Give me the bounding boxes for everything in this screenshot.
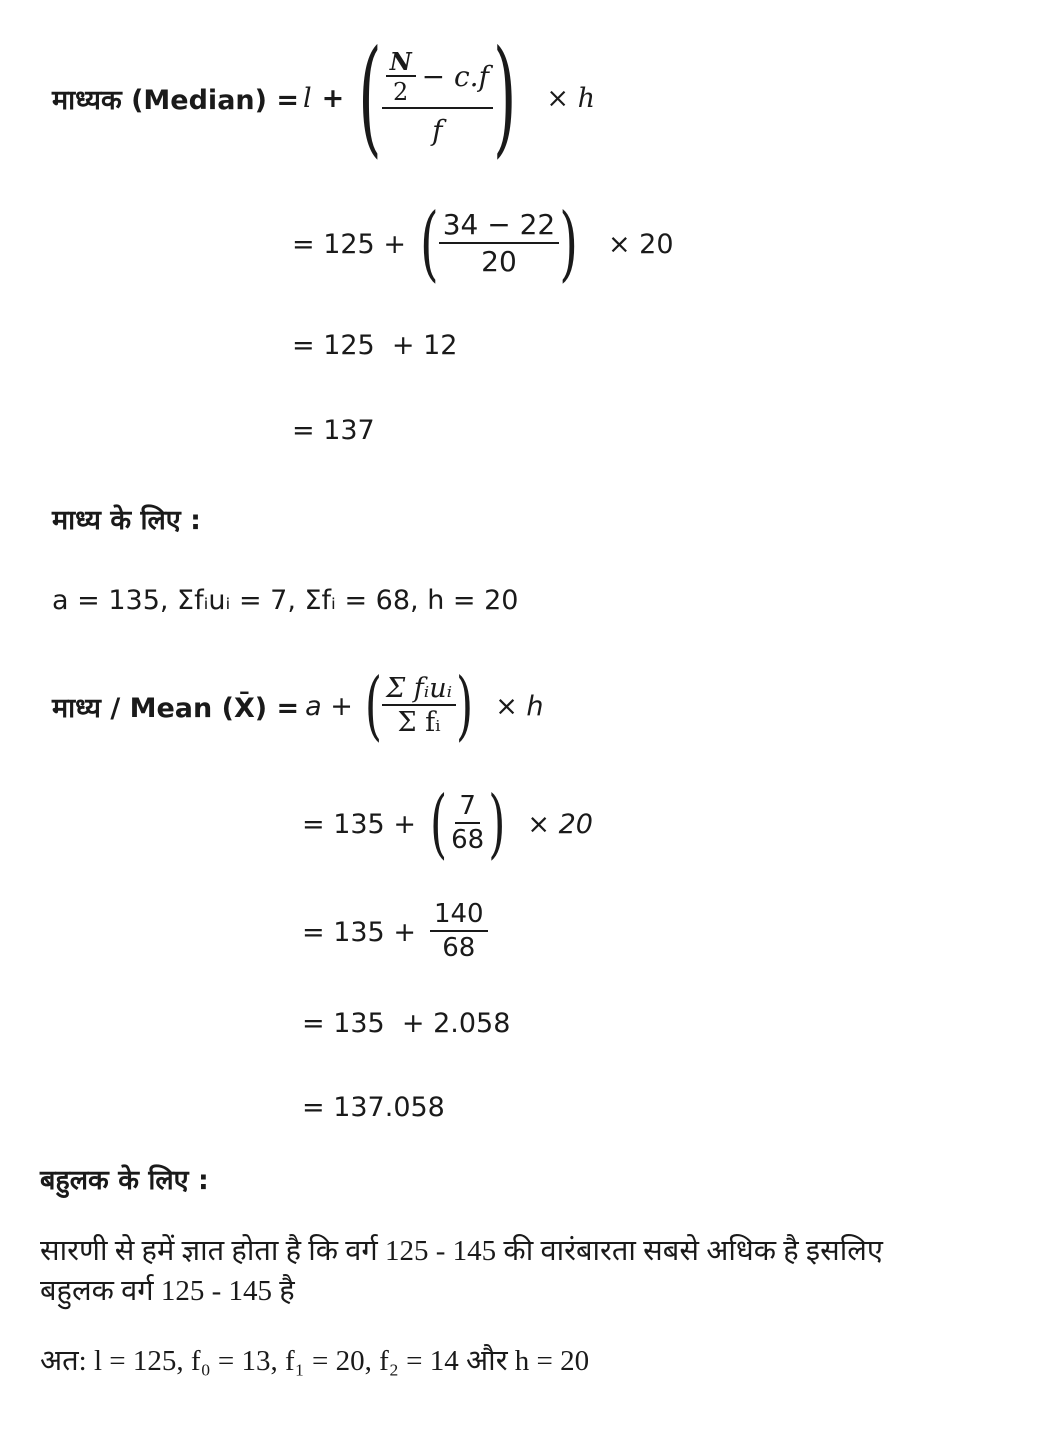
mean-main-fraction — [382, 673, 456, 740]
median-step1-fraction — [439, 209, 560, 278]
mean-step1-denominator: 68 — [451, 824, 485, 855]
right-paren: ) — [559, 196, 578, 292]
median-step-1 — [292, 198, 674, 290]
n-symbol: N — [386, 48, 416, 78]
right-paren: ) — [492, 24, 517, 172]
mean-formula — [52, 662, 544, 750]
mean-numerator: Σ fᵢuᵢ — [382, 673, 456, 706]
mean-step1-suffix: × 20 — [527, 808, 593, 840]
median-formula — [52, 24, 595, 172]
mode-paragraph-line-1: सारणी से हमें ज्ञात होता है कि वर्ग 125 - 145 की वारंबारता सबसे अधिक है इसलिए — [40, 1235, 883, 1267]
mean-step1-fraction — [447, 792, 488, 856]
median-numerator — [382, 48, 493, 110]
mean-heading: माध्य के लिए : — [52, 505, 201, 536]
mean-a-plus: a + — [305, 690, 353, 722]
mean-step2-prefix: = 135 + — [302, 916, 416, 948]
mean-step-3: = 135 + 2.058 — [302, 1008, 511, 1039]
left-paren: ( — [364, 662, 383, 750]
left-paren: ( — [419, 196, 439, 292]
median-denominator: f — [432, 114, 443, 148]
mean-step1-numerator: 7 — [455, 792, 480, 824]
mean-step-4: = 137.058 — [302, 1092, 445, 1123]
mode-paragraph-line-2: बहुलक वर्ग 125 - 145 है — [40, 1275, 295, 1307]
median-label: माध्यक (Median) = — [52, 84, 299, 116]
left-paren: ( — [429, 780, 448, 868]
mean-step-2 — [302, 888, 488, 976]
median-main-fraction — [382, 48, 493, 149]
median-step-3: = 137 — [292, 415, 375, 446]
mean-step2-denominator: 68 — [442, 932, 476, 963]
cf-symbol: − c.f — [421, 60, 489, 94]
median-plus: + — [321, 82, 345, 114]
median-l-symbol: l — [303, 82, 312, 114]
mean-step2-numerator: 140 — [430, 900, 488, 932]
median-step1-suffix: × 20 — [607, 228, 674, 260]
mode-heading: बहुलक के लिए : — [40, 1165, 209, 1196]
mean-step1-prefix: = 135 + — [302, 808, 416, 840]
mean-label: माध्य / Mean (X̄) = — [52, 692, 300, 724]
median-times-h: × h — [546, 82, 595, 114]
mean-givens: a = 135, Σfᵢuᵢ = 7, Σfᵢ = 68, h = 20 — [52, 585, 519, 616]
right-paren: ) — [488, 780, 506, 868]
mean-denominator: Σ fᵢ — [397, 706, 441, 738]
mean-step2-fraction — [430, 900, 488, 964]
mean-step-1 — [302, 780, 593, 868]
median-step1-denominator: 20 — [481, 244, 517, 278]
left-paren: ( — [358, 24, 382, 172]
median-step1-numerator: 34 − 22 — [439, 209, 560, 243]
median-step-2: = 125 + 12 — [292, 330, 458, 361]
n-over-2 — [386, 48, 416, 108]
median-step1-prefix: = 125 + — [292, 228, 406, 260]
mode-values: अत: l = 125, f₀ = 13, f₁ = 20, f₂ = 14 और h = 20 — [40, 1345, 590, 1377]
right-paren: ) — [456, 662, 474, 750]
two-symbol: 2 — [393, 78, 409, 107]
mean-times-h: × h — [495, 690, 544, 722]
